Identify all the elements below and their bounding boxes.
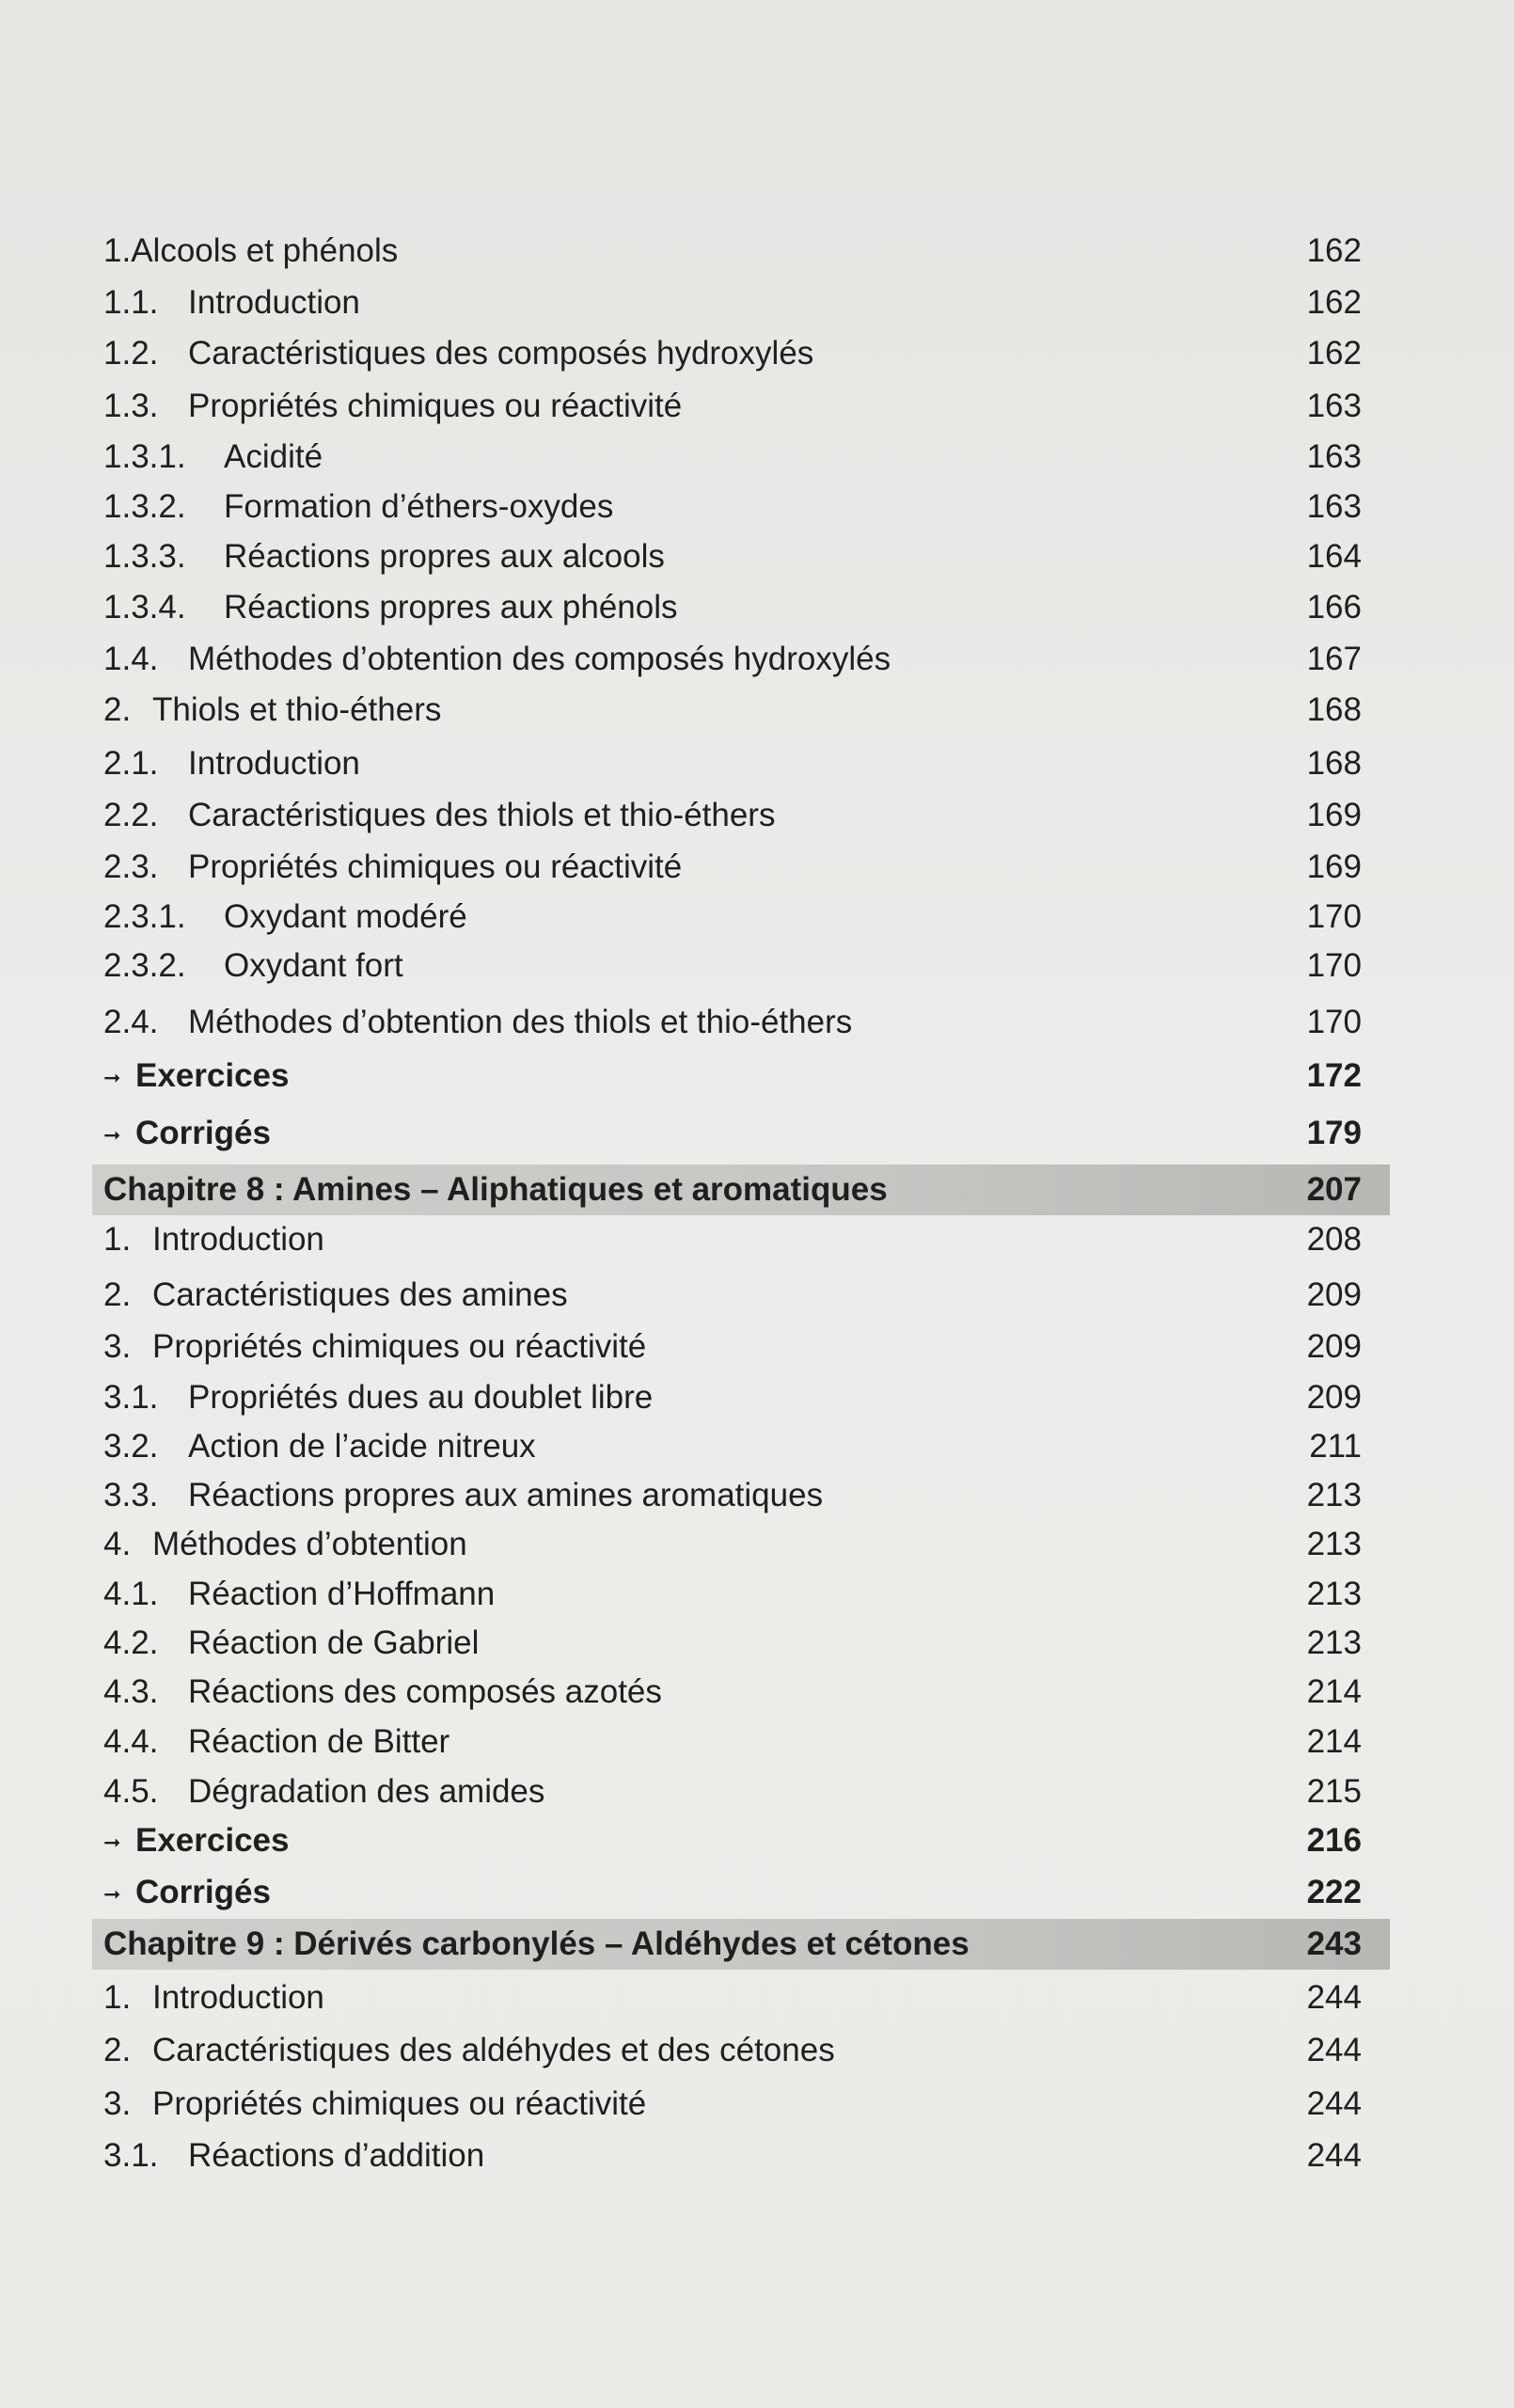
toc-page-number: 168 (1306, 745, 1362, 782)
toc-entry-number: 2.4. (103, 1004, 159, 1040)
toc-page-number: 213 (1306, 1526, 1362, 1562)
toc-entry (92, 1270, 1390, 1321)
toc-entry-number: 1.3.4. (103, 589, 186, 626)
toc-page-number: 211 (1309, 1428, 1362, 1465)
toc-page-number: 244 (1306, 1979, 1362, 2016)
toc-entry-number: 4.3. (103, 1673, 159, 1710)
toc-entry (92, 842, 1390, 893)
toc-page-number: 170 (1306, 1004, 1362, 1040)
toc-entry (92, 892, 1390, 943)
toc-entry (92, 226, 1390, 277)
toc-entry (92, 1972, 1390, 2023)
toc-entry (92, 381, 1390, 432)
toc-page-number: 208 (1306, 1221, 1362, 1258)
toc-entry-number: 1.3.1. (103, 438, 186, 475)
toc-entry-number: 1.4. (103, 641, 159, 677)
toc-entry-number: 3.3. (103, 1477, 159, 1513)
toc-entry (92, 432, 1390, 483)
toc-entry-number: 1.3.2. (103, 488, 186, 525)
toc-entry (92, 1214, 1390, 1265)
toc-entry-title: Thiols et thio-éthers (152, 691, 442, 728)
toc-entry-title: Propriétés chimiques ou réactivité (152, 1328, 647, 1365)
toc-entry-title: Méthodes d’obtention des thiols et thio-éthers (188, 1004, 853, 1040)
toc-entry (92, 1867, 1390, 1918)
toc-entry-title: Formation d’éthers-oxydes (224, 488, 614, 525)
toc-page-number: 179 (1306, 1115, 1362, 1151)
toc-page-number: 214 (1306, 1723, 1362, 1760)
toc-entry (92, 1717, 1390, 1767)
toc-page-number: 172 (1306, 1057, 1362, 1094)
toc-page-number: 213 (1306, 1576, 1362, 1612)
toc-page-number: 163 (1306, 438, 1362, 475)
toc-entry-title: Dégradation des amides (188, 1773, 545, 1810)
toc-entry-number: 2.2. (103, 797, 159, 833)
toc-entry-number: 3.2. (103, 1428, 159, 1465)
toc-entry (92, 1519, 1390, 1570)
toc-page-number: 209 (1306, 1328, 1362, 1365)
toc-entry-number: 2. (103, 691, 132, 728)
toc-entry (92, 1470, 1390, 1521)
toc-page-number: 168 (1306, 691, 1362, 728)
toc-entry (92, 582, 1390, 633)
toc-entry-title: Réactions propres aux phénols (224, 589, 678, 626)
toc-page-number: 222 (1306, 1874, 1362, 1910)
toc-entry (92, 1815, 1390, 1866)
toc-entry-title: Méthodes d’obtention (152, 1526, 467, 1562)
toc-page-number: 207 (1306, 1171, 1362, 1208)
toc-entry-number: 2.1. (103, 745, 159, 782)
toc-entry-title: Introduction (188, 284, 360, 321)
toc-entry (92, 277, 1390, 328)
toc-entry (92, 790, 1390, 841)
toc-entry-number: 2.3.1. (103, 898, 186, 935)
toc-page-number: 169 (1306, 848, 1362, 885)
toc-entry-number: 1. (103, 232, 132, 269)
toc-entry-title: Introduction (152, 1979, 324, 2016)
toc-entry-title: Introduction (188, 745, 360, 782)
toc-entry-number: 1.3. (103, 388, 159, 424)
toc-entry-title: Oxydant fort (224, 947, 403, 984)
toc-entry-number: 1.1. (103, 284, 159, 321)
toc-entry-title: Méthodes d’obtention des composés hydroxylés (188, 641, 891, 677)
toc-entry-number: 4.2. (103, 1624, 159, 1661)
arrow-right-icon: ➞ (103, 1123, 121, 1147)
toc-entry-title: Chapitre 9 : Dérivés carbonylés – Aldéhydes et cétones (103, 1925, 970, 1962)
toc-entry (92, 2025, 1390, 2076)
toc-page-number: 244 (1306, 2137, 1362, 2174)
toc-entry-number: 2.3.2. (103, 947, 186, 984)
toc-page-number: 243 (1306, 1925, 1362, 1962)
toc-page-number: 162 (1306, 232, 1362, 269)
toc-entry-number: 1.3.3. (103, 538, 186, 575)
toc-page-number: 163 (1306, 488, 1362, 525)
toc-entry-number: 1. (103, 1221, 132, 1258)
toc-entry (92, 1372, 1390, 1423)
toc-page-number: 162 (1306, 284, 1362, 321)
toc-entry-title: Chapitre 8 : Amines – Aliphatiques et aromatiques (103, 1171, 888, 1208)
toc-entry-title: Acidité (224, 438, 323, 475)
toc-entry-title: Réaction d’Hoffmann (188, 1576, 496, 1612)
toc-entry-title: Exercices (135, 1822, 290, 1859)
toc-entry-title: Propriétés chimiques ou réactivité (152, 2085, 647, 2122)
toc-entry (92, 685, 1390, 736)
toc-page-number: 216 (1306, 1822, 1362, 1859)
toc-entry-title: Réactions propres aux alcools (224, 538, 665, 575)
toc-entry (92, 941, 1390, 991)
toc-page-number: 163 (1306, 388, 1362, 424)
toc-chapter-heading (92, 1919, 1390, 1970)
toc-entry (92, 1766, 1390, 1817)
toc-entry-title: Propriétés chimiques ou réactivité (188, 848, 683, 885)
toc-entry-title: Caractéristiques des composés hydroxylés (188, 335, 814, 372)
toc-entry-title: Réactions propres aux amines aromatiques (188, 1477, 824, 1513)
toc-chapter-heading (92, 1164, 1390, 1215)
toc-entry (92, 1322, 1390, 1372)
toc-page-number: 170 (1306, 898, 1362, 935)
toc-entry (92, 1667, 1390, 1718)
toc-entry-title: Oxydant modéré (224, 898, 467, 935)
toc-entry (92, 634, 1390, 685)
toc-entry-title: Réactions des composés azotés (188, 1673, 662, 1710)
toc-entry (92, 1051, 1390, 1101)
toc-entry-title: Propriétés dues au doublet libre (188, 1379, 654, 1416)
toc-entry-number: 4.1. (103, 1576, 159, 1612)
toc-entry (92, 2131, 1390, 2181)
toc-entry (92, 2079, 1390, 2130)
toc-entry-number: 3.1. (103, 2137, 159, 2174)
toc-entry-title: Exercices (135, 1057, 290, 1094)
toc-page-number: 244 (1306, 2085, 1362, 2122)
toc-page-number: 215 (1306, 1773, 1362, 1810)
toc-page-number: 164 (1306, 538, 1362, 575)
toc-entry-title: Caractéristiques des thiols et thio-éthers (188, 797, 776, 833)
toc-entry-title: Caractéristiques des amines (152, 1276, 568, 1313)
toc-entry-title: Action de l’acide nitreux (188, 1428, 536, 1465)
arrow-right-icon: ➞ (103, 1066, 121, 1089)
toc-entry-number: 3. (103, 2085, 132, 2122)
toc-entry-number: 2. (103, 2032, 132, 2068)
toc-entry-title: Corrigés (135, 1115, 271, 1151)
toc-entry-title: Réaction de Gabriel (188, 1624, 480, 1661)
toc-entry-title: Réactions d’addition (188, 2137, 485, 2174)
toc-page-number: 244 (1306, 2032, 1362, 2068)
toc-entry-number: 2. (103, 1276, 132, 1313)
toc-entry (92, 738, 1390, 789)
toc-entry-title: Réaction de Bitter (188, 1723, 450, 1760)
toc-entry (92, 1618, 1390, 1669)
toc-entry-title: Corrigés (135, 1874, 271, 1910)
toc-entry-title: Introduction (152, 1221, 324, 1258)
toc-entry-number: 1. (103, 1979, 132, 2016)
toc-entry (92, 1421, 1390, 1472)
toc-entry-title: Propriétés chimiques ou réactivité (188, 388, 683, 424)
toc-entry (92, 482, 1390, 532)
toc-entry (92, 1569, 1390, 1620)
toc-page-number: 213 (1306, 1477, 1362, 1513)
toc-page-number: 209 (1306, 1379, 1362, 1416)
toc-page-number: 166 (1306, 589, 1362, 626)
toc-page-number: 170 (1306, 947, 1362, 984)
toc-entry-number: 4.5. (103, 1773, 159, 1810)
toc-entry-number: 4.4. (103, 1723, 159, 1760)
toc-page-number: 167 (1306, 641, 1362, 677)
toc-page-number: 209 (1306, 1276, 1362, 1313)
toc-page-number: 213 (1306, 1624, 1362, 1661)
toc-entry-number: 3. (103, 1328, 132, 1365)
toc-entry-title: Alcools et phénols (131, 232, 399, 269)
toc-page-number: 169 (1306, 797, 1362, 833)
toc-entry-title: Caractéristiques des aldéhydes et des cétones (152, 2032, 835, 2068)
arrow-right-icon: ➞ (103, 1830, 121, 1854)
arrow-right-icon: ➞ (103, 1882, 121, 1906)
toc-entry (92, 1108, 1390, 1159)
toc-entry (92, 531, 1390, 582)
toc-entry-number: 3.1. (103, 1379, 159, 1416)
toc-entry-number: 2.3. (103, 848, 159, 885)
toc-entry-number: 1.2. (103, 335, 159, 372)
toc-page-number: 162 (1306, 335, 1362, 372)
toc-page-number: 214 (1306, 1673, 1362, 1710)
toc-entry-number: 4. (103, 1526, 132, 1562)
toc-entry (92, 328, 1390, 379)
toc-entry (92, 997, 1390, 1048)
